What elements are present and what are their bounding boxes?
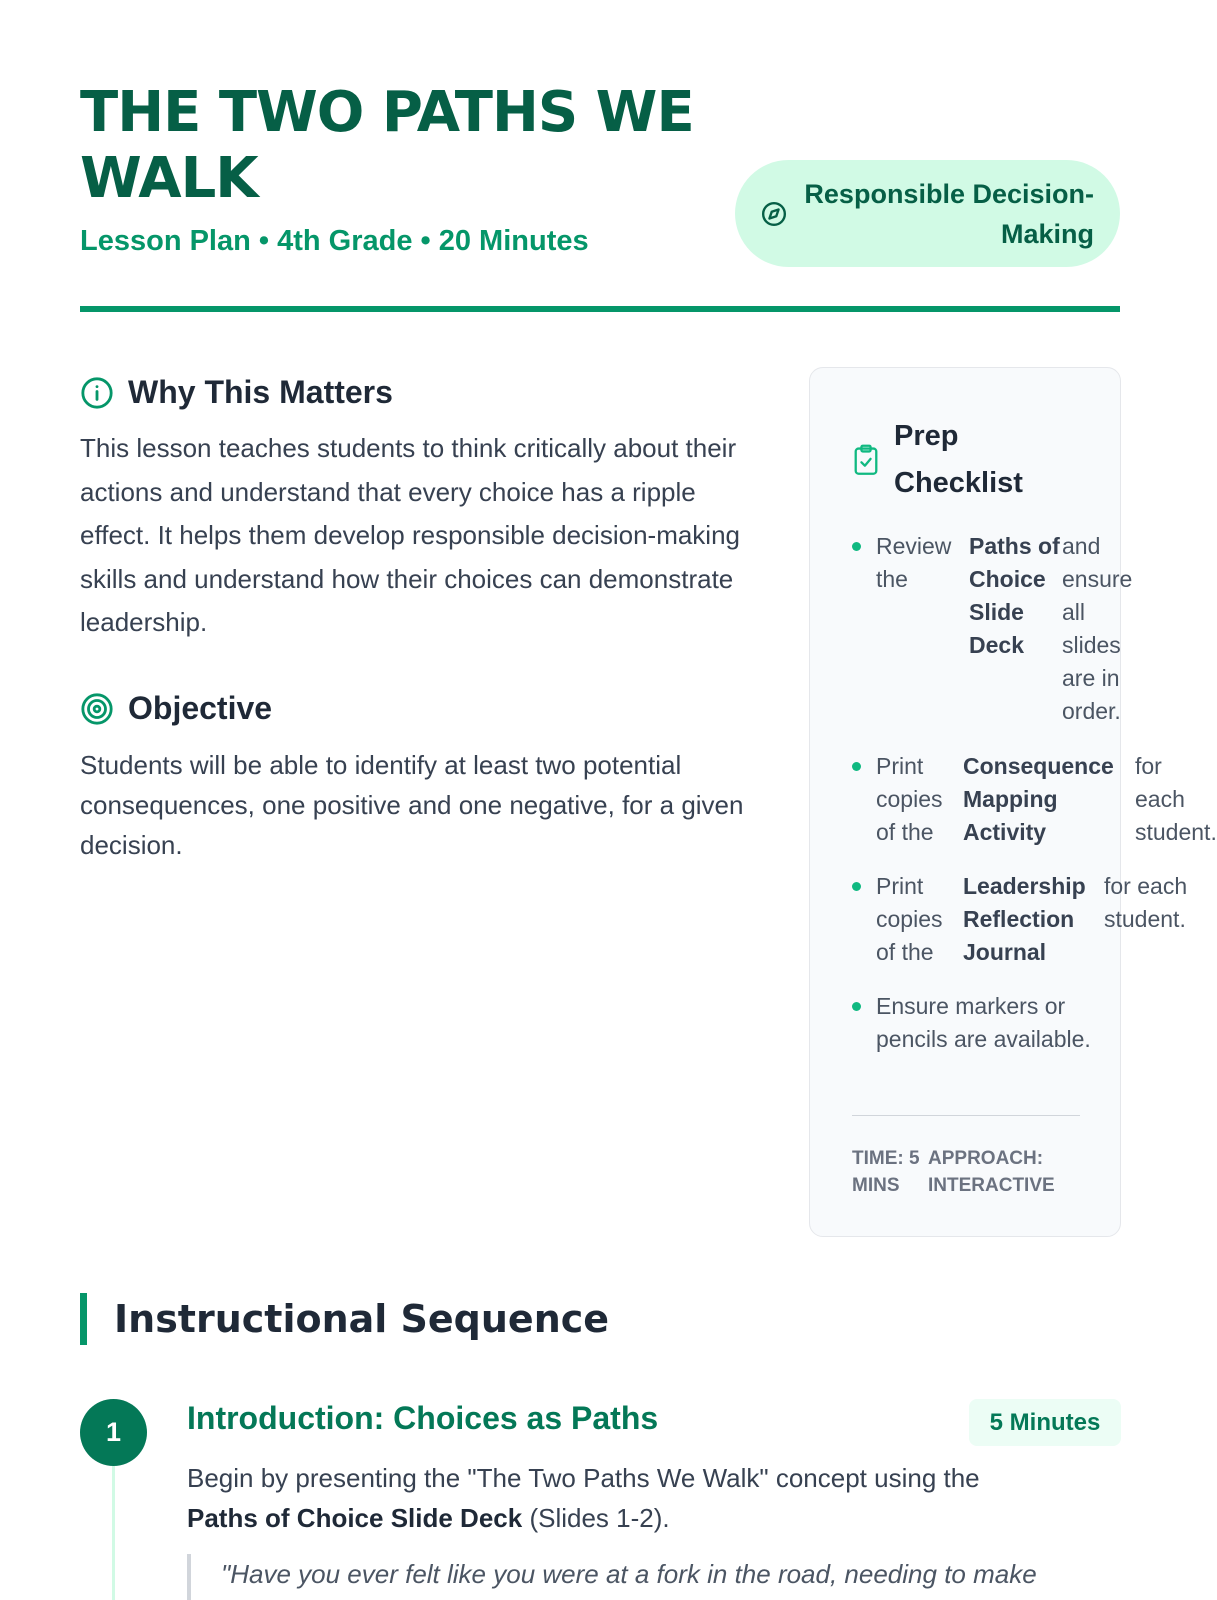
step-text: Begin by presenting the "The Two Paths We Walk" concept using the <box>187 1463 980 1493</box>
item-resource: Consequence Mapping Activity <box>963 753 1114 845</box>
prep-checklist-heading-row <box>852 413 1044 507</box>
objective-heading: Objective <box>128 690 273 726</box>
bullet-dot <box>852 882 861 891</box>
step-title: Introduction: Choices as Paths <box>187 1400 659 1436</box>
checklist-item <box>852 750 1215 849</box>
item-text: Print copies of the <box>876 873 943 965</box>
timeline-line <box>112 1466 115 1600</box>
prep-checklist-card <box>809 367 1217 1237</box>
bullet-dot <box>852 762 861 771</box>
why-heading: Why This Matters <box>128 374 393 410</box>
step-resource: Paths of Choice Slide Deck <box>187 1503 523 1533</box>
item-resource: Paths of Choice Slide Deck <box>969 533 1060 658</box>
sequence-heading-block <box>80 1293 609 1345</box>
checklist-item <box>852 530 1142 728</box>
competency-label: Responsible Decision-Making <box>804 178 1094 249</box>
step-description <box>187 1458 1087 1538</box>
header-divider <box>80 306 1120 312</box>
item-text: Print copies of the <box>876 753 943 845</box>
item-resource: Leadership Reflection Journal <box>963 873 1086 965</box>
item-text: for each student. <box>1104 873 1188 932</box>
lesson-title: THE TWO PATHS WE WALK <box>80 80 694 211</box>
lesson-subtitle: Lesson Plan • 4th Grade • 20 Minutes <box>80 225 589 257</box>
clipboard-check-icon <box>852 444 880 476</box>
item-text: Ensure markers or pencils are available. <box>876 993 1091 1052</box>
item-text: Review the <box>876 533 952 592</box>
prep-time: TIME: 5 MINS <box>852 1148 920 1196</box>
bullet-dot <box>852 542 861 551</box>
compass-icon <box>761 201 787 227</box>
item-text: and ensure all slides are in order. <box>1062 533 1133 724</box>
info-icon <box>80 376 114 410</box>
step-duration-badge: 5 Minutes <box>969 1399 1121 1446</box>
prep-meta <box>852 1145 1068 1199</box>
objective-section-heading <box>80 690 272 727</box>
step-number: 1 <box>80 1399 147 1466</box>
bullet-dot <box>852 1002 861 1011</box>
checklist-item <box>852 990 1096 1056</box>
sequence-heading: Instructional Sequence <box>114 1297 610 1341</box>
prep-divider <box>852 1115 1080 1116</box>
why-text: This lesson teaches students to think critically about their actions and understand that every choice has a ripple effect. It helps them develop responsible decision-making skills and understand how their choices can demonstrate leadership. <box>80 433 741 637</box>
step-text: (Slides 1-2). <box>529 1503 670 1533</box>
step-quote: "Have you ever felt like you were at a fork in the road, needing to make <box>187 1554 1117 1600</box>
checklist-item <box>852 870 1196 969</box>
why-section-heading <box>80 374 393 411</box>
objective-text: Students will be able to identify at least two potential consequences, one positive and one negative, for a given decision. <box>80 750 744 860</box>
prep-heading: Prep Checklist <box>894 420 1023 499</box>
competency-badge <box>735 160 1120 267</box>
item-text: for each student. <box>1135 753 1217 845</box>
target-icon <box>80 692 114 726</box>
prep-approach: APPROACH: INTERACTIVE <box>928 1148 1055 1196</box>
